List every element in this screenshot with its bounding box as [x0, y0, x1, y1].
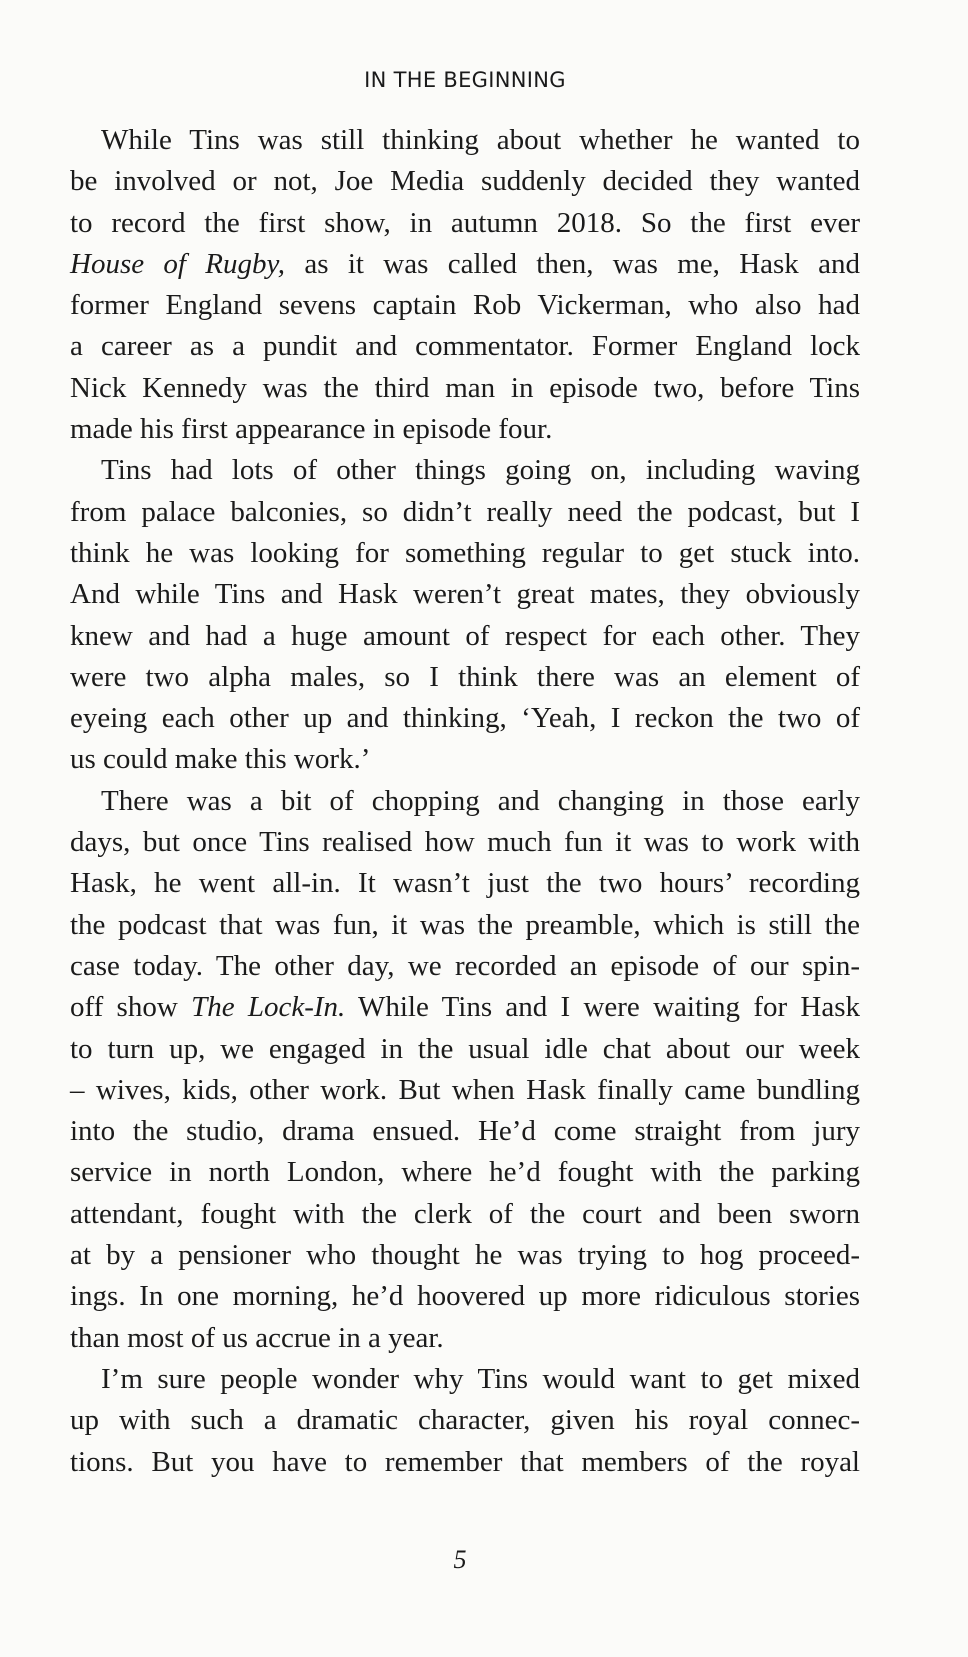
text-line: a career as a pundit and commentator. Former England lock: [70, 330, 860, 363]
text-line: to turn up, we engaged in the usual idle chat about our week: [70, 1032, 860, 1065]
text-line: [70, 244, 860, 285]
text-line: ings. In one morning, he’d hoovered up more ridiculous stories: [70, 1280, 860, 1313]
text-line: eyeing each other up and thinking, ‘Yeah, I reckon the two of: [70, 702, 860, 735]
text-line: former England sevens captain Rob Vickerman, who also had: [70, 289, 860, 322]
text-line: to record the first show, in autumn 2018. So the first ever: [70, 206, 860, 239]
text-line: tions. But you have to remember that members of the royal: [70, 1445, 860, 1478]
text-run: While Tins and I were waiting for Hask: [345, 991, 860, 1024]
text-line: us could make this work.’: [70, 743, 371, 776]
show-title-the-lock-in: The Lock-In.: [191, 991, 346, 1024]
text-line: case today. The other day, we recorded an episode of our spin-: [70, 949, 860, 982]
text-line: at by a pensioner who thought he was trying to hog proceed-: [70, 1239, 860, 1272]
page-number: 5: [453, 1545, 467, 1574]
text-line: made his first appearance in episode four.: [70, 413, 553, 446]
text-run: as it was called then, was me, Hask and: [285, 247, 860, 280]
text-line: Nick Kennedy was the third man in episode two, before Tins: [70, 371, 860, 404]
text-line: There was a bit of chopping and changing in those early: [101, 784, 860, 817]
text-run: off show: [70, 991, 192, 1024]
text-line: think he was looking for something regular to get stuck into.: [70, 536, 860, 569]
text-line: up with such a dramatic character, given his royal connec-: [70, 1404, 860, 1437]
text-line: were two alpha males, so I think there was an element of: [70, 660, 860, 693]
text-line: into the studio, drama ensued. He’d come straight from jury: [70, 1115, 860, 1148]
running-head: IN THE BEGINNING: [364, 68, 566, 92]
text-line: attendant, fought with the clerk of the court and been sworn: [70, 1197, 860, 1230]
text-line: I’m sure people wonder why Tins would want to get mixed: [101, 1362, 860, 1395]
text-line: service in north London, where he’d fought with the parking: [70, 1156, 860, 1189]
text-line: Tins had lots of other things going on, including waving: [101, 454, 860, 487]
text-line: knew and had a huge amount of respect for each other. They: [70, 619, 860, 652]
text-line: from palace balconies, so didn’t really need the podcast, but I: [70, 495, 860, 528]
text-line: Hask, he went all-in. It wasn’t just the two hours’ recording: [70, 867, 860, 900]
text-line: And while Tins and Hask weren’t great mates, they obviously: [70, 578, 860, 611]
text-line: the podcast that was fun, it was the preamble, which is still the: [70, 908, 860, 941]
text-line: days, but once Tins realised how much fun it was to work with: [70, 826, 860, 859]
text-line: be involved or not, Joe Media suddenly decided they wanted: [70, 165, 860, 198]
text-line: – wives, kids, other work. But when Hask finally came bundling: [70, 1073, 860, 1106]
text-line: than most of us accrue in a year.: [70, 1321, 444, 1354]
body-text: [70, 120, 860, 1483]
book-title-house-of-rugby: House of Rugby,: [70, 247, 286, 280]
text-line: [70, 987, 860, 1028]
text-line: While Tins was still thinking about whether he wanted to: [101, 124, 860, 156]
